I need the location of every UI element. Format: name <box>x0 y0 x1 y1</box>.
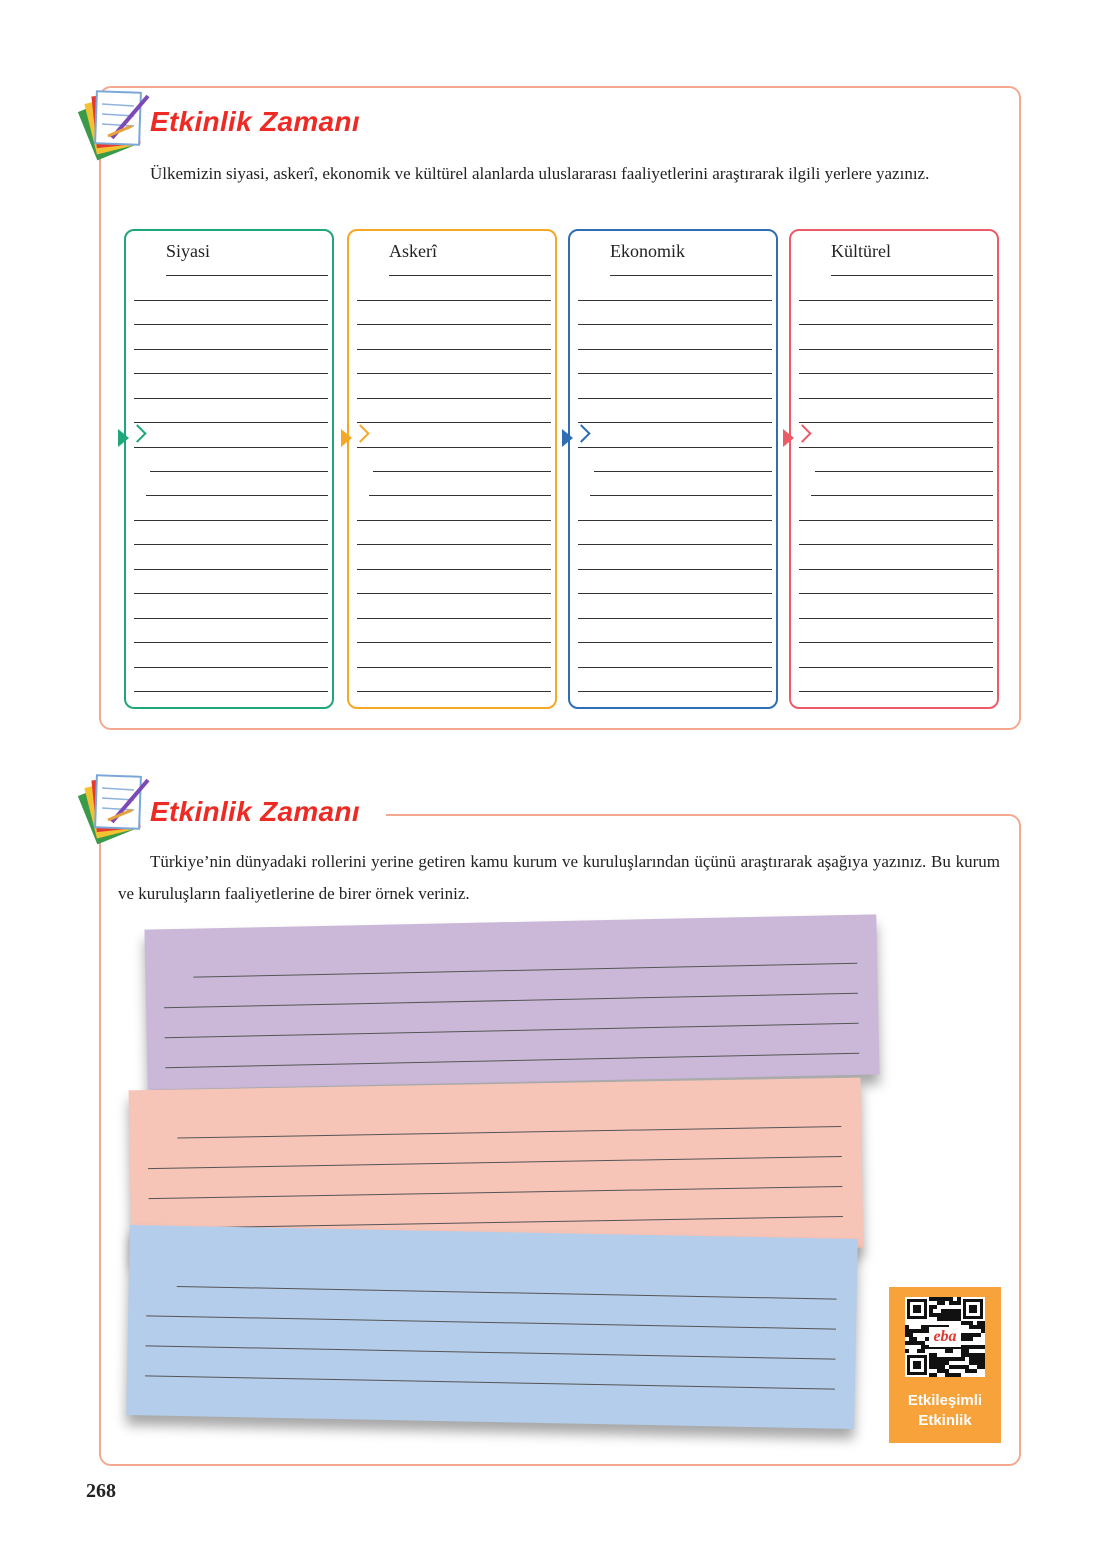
write-line[interactable] <box>145 1375 835 1389</box>
write-line[interactable] <box>373 471 551 472</box>
write-line[interactable] <box>166 275 328 276</box>
write-line[interactable] <box>177 1126 841 1139</box>
write-line[interactable] <box>357 544 551 545</box>
write-line[interactable] <box>578 373 772 374</box>
write-line[interactable] <box>146 1345 836 1359</box>
write-line[interactable] <box>134 324 328 325</box>
write-line[interactable] <box>594 471 772 472</box>
column-kültürel <box>789 229 999 709</box>
write-line[interactable] <box>134 642 328 643</box>
write-line[interactable] <box>799 593 993 594</box>
write-line[interactable] <box>134 300 328 301</box>
write-line[interactable] <box>357 447 551 448</box>
write-line[interactable] <box>799 691 993 692</box>
arrow-marker-icon <box>341 429 352 447</box>
write-line[interactable] <box>799 373 993 374</box>
arrow-marker-icon <box>783 429 794 447</box>
write-line[interactable] <box>799 300 993 301</box>
write-line[interactable] <box>578 691 772 692</box>
write-line[interactable] <box>578 569 772 570</box>
activity-1-title: Etkinlik Zamanı <box>150 106 360 137</box>
write-line[interactable] <box>134 667 328 668</box>
column-ekonomik <box>568 229 778 709</box>
write-line[interactable] <box>357 398 551 399</box>
write-line[interactable] <box>134 544 328 545</box>
write-line[interactable] <box>357 642 551 643</box>
write-line[interactable] <box>193 963 857 978</box>
write-line[interactable] <box>134 520 328 521</box>
write-line[interactable] <box>150 471 328 472</box>
answer-paper-1 <box>144 914 879 1089</box>
write-line[interactable] <box>134 593 328 594</box>
write-line[interactable] <box>177 1286 837 1300</box>
write-line[interactable] <box>799 569 993 570</box>
write-line[interactable] <box>799 324 993 325</box>
write-line[interactable] <box>357 618 551 619</box>
chevron-right-icon <box>128 424 146 442</box>
arrow-marker-icon <box>562 429 573 447</box>
eba-logo: eba <box>929 1327 961 1347</box>
write-line[interactable] <box>815 471 993 472</box>
write-line[interactable] <box>799 349 993 350</box>
write-line[interactable] <box>578 667 772 668</box>
write-line[interactable] <box>357 422 551 423</box>
write-line[interactable] <box>799 520 993 521</box>
write-line[interactable] <box>134 398 328 399</box>
column-title: Kültürel <box>831 241 891 261</box>
write-line[interactable] <box>134 349 328 350</box>
write-line[interactable] <box>148 1156 842 1169</box>
write-line[interactable] <box>578 642 772 643</box>
write-line[interactable] <box>799 422 993 423</box>
write-line[interactable] <box>357 691 551 692</box>
write-line[interactable] <box>148 1186 842 1199</box>
chevron-right-icon <box>351 424 369 442</box>
write-line[interactable] <box>357 349 551 350</box>
write-line[interactable] <box>357 593 551 594</box>
write-line[interactable] <box>165 1023 859 1039</box>
write-line[interactable] <box>146 1315 836 1329</box>
activity-2-instruction: Türkiye’nin dünyadaki rollerini yerine getiren kamu kurum ve kuruluşlarından üçünü araştırarak aşağıya yazınız. Bu kurum ve kuruluşların faaliyetlerine de birer örnek veriniz. <box>118 852 1000 903</box>
write-line[interactable] <box>146 495 328 496</box>
notebook-icon <box>72 88 162 162</box>
write-line[interactable] <box>799 618 993 619</box>
column-title: Siyasi <box>166 241 211 261</box>
title-underline <box>386 814 966 816</box>
write-line[interactable] <box>799 398 993 399</box>
arrow-marker-icon <box>118 429 129 447</box>
chevron-right-icon <box>572 424 590 442</box>
write-line[interactable] <box>357 373 551 374</box>
write-line[interactable] <box>357 300 551 301</box>
column-title: Askerî <box>389 241 437 261</box>
write-line[interactable] <box>134 618 328 619</box>
write-line[interactable] <box>578 324 772 325</box>
write-line[interactable] <box>134 447 328 448</box>
eba-label-line2: Etkinlik <box>918 1412 972 1429</box>
answer-paper-3 <box>126 1225 858 1429</box>
write-line[interactable] <box>134 569 328 570</box>
write-line[interactable] <box>831 275 993 276</box>
write-line[interactable] <box>578 447 772 448</box>
column-title: Ekonomik <box>610 241 685 261</box>
write-line[interactable] <box>134 422 328 423</box>
activity-2-title: Etkinlik Zamanı <box>150 796 360 827</box>
qr-code-icon[interactable] <box>905 1297 985 1377</box>
write-line[interactable] <box>134 373 328 374</box>
write-line[interactable] <box>610 275 772 276</box>
write-line[interactable] <box>578 398 772 399</box>
write-line[interactable] <box>369 495 551 496</box>
write-line[interactable] <box>578 422 772 423</box>
write-line[interactable] <box>799 642 993 643</box>
notebook-icon <box>72 772 162 846</box>
column-siyasi <box>124 229 334 709</box>
write-line[interactable] <box>578 349 772 350</box>
write-line[interactable] <box>578 618 772 619</box>
write-line[interactable] <box>165 1053 859 1069</box>
write-line[interactable] <box>799 667 993 668</box>
write-line[interactable] <box>590 495 772 496</box>
write-line[interactable] <box>357 667 551 668</box>
write-line[interactable] <box>578 544 772 545</box>
write-line[interactable] <box>357 520 551 521</box>
write-line[interactable] <box>799 544 993 545</box>
write-line[interactable] <box>134 691 328 692</box>
activity-1-instruction: Ülkemizin siyasi, askerî, ekonomik ve kültürel alanlarda uluslararası faaliyetlerini araştırarak ilgili yerlere yazınız. <box>150 164 930 183</box>
write-line[interactable] <box>578 520 772 521</box>
write-line[interactable] <box>799 447 993 448</box>
write-line[interactable] <box>578 300 772 301</box>
eba-label-line1: Etkileşimli <box>907 1392 983 1409</box>
write-line[interactable] <box>578 593 772 594</box>
write-line[interactable] <box>811 495 993 496</box>
column-askerî <box>347 229 557 709</box>
chevron-right-icon <box>793 424 811 442</box>
eba-interactive-activity-badge[interactable] <box>889 1287 1001 1443</box>
page-number: 268 <box>86 1480 116 1502</box>
write-line[interactable] <box>357 324 551 325</box>
write-line[interactable] <box>389 275 551 276</box>
write-line[interactable] <box>357 569 551 570</box>
write-line[interactable] <box>164 993 858 1009</box>
